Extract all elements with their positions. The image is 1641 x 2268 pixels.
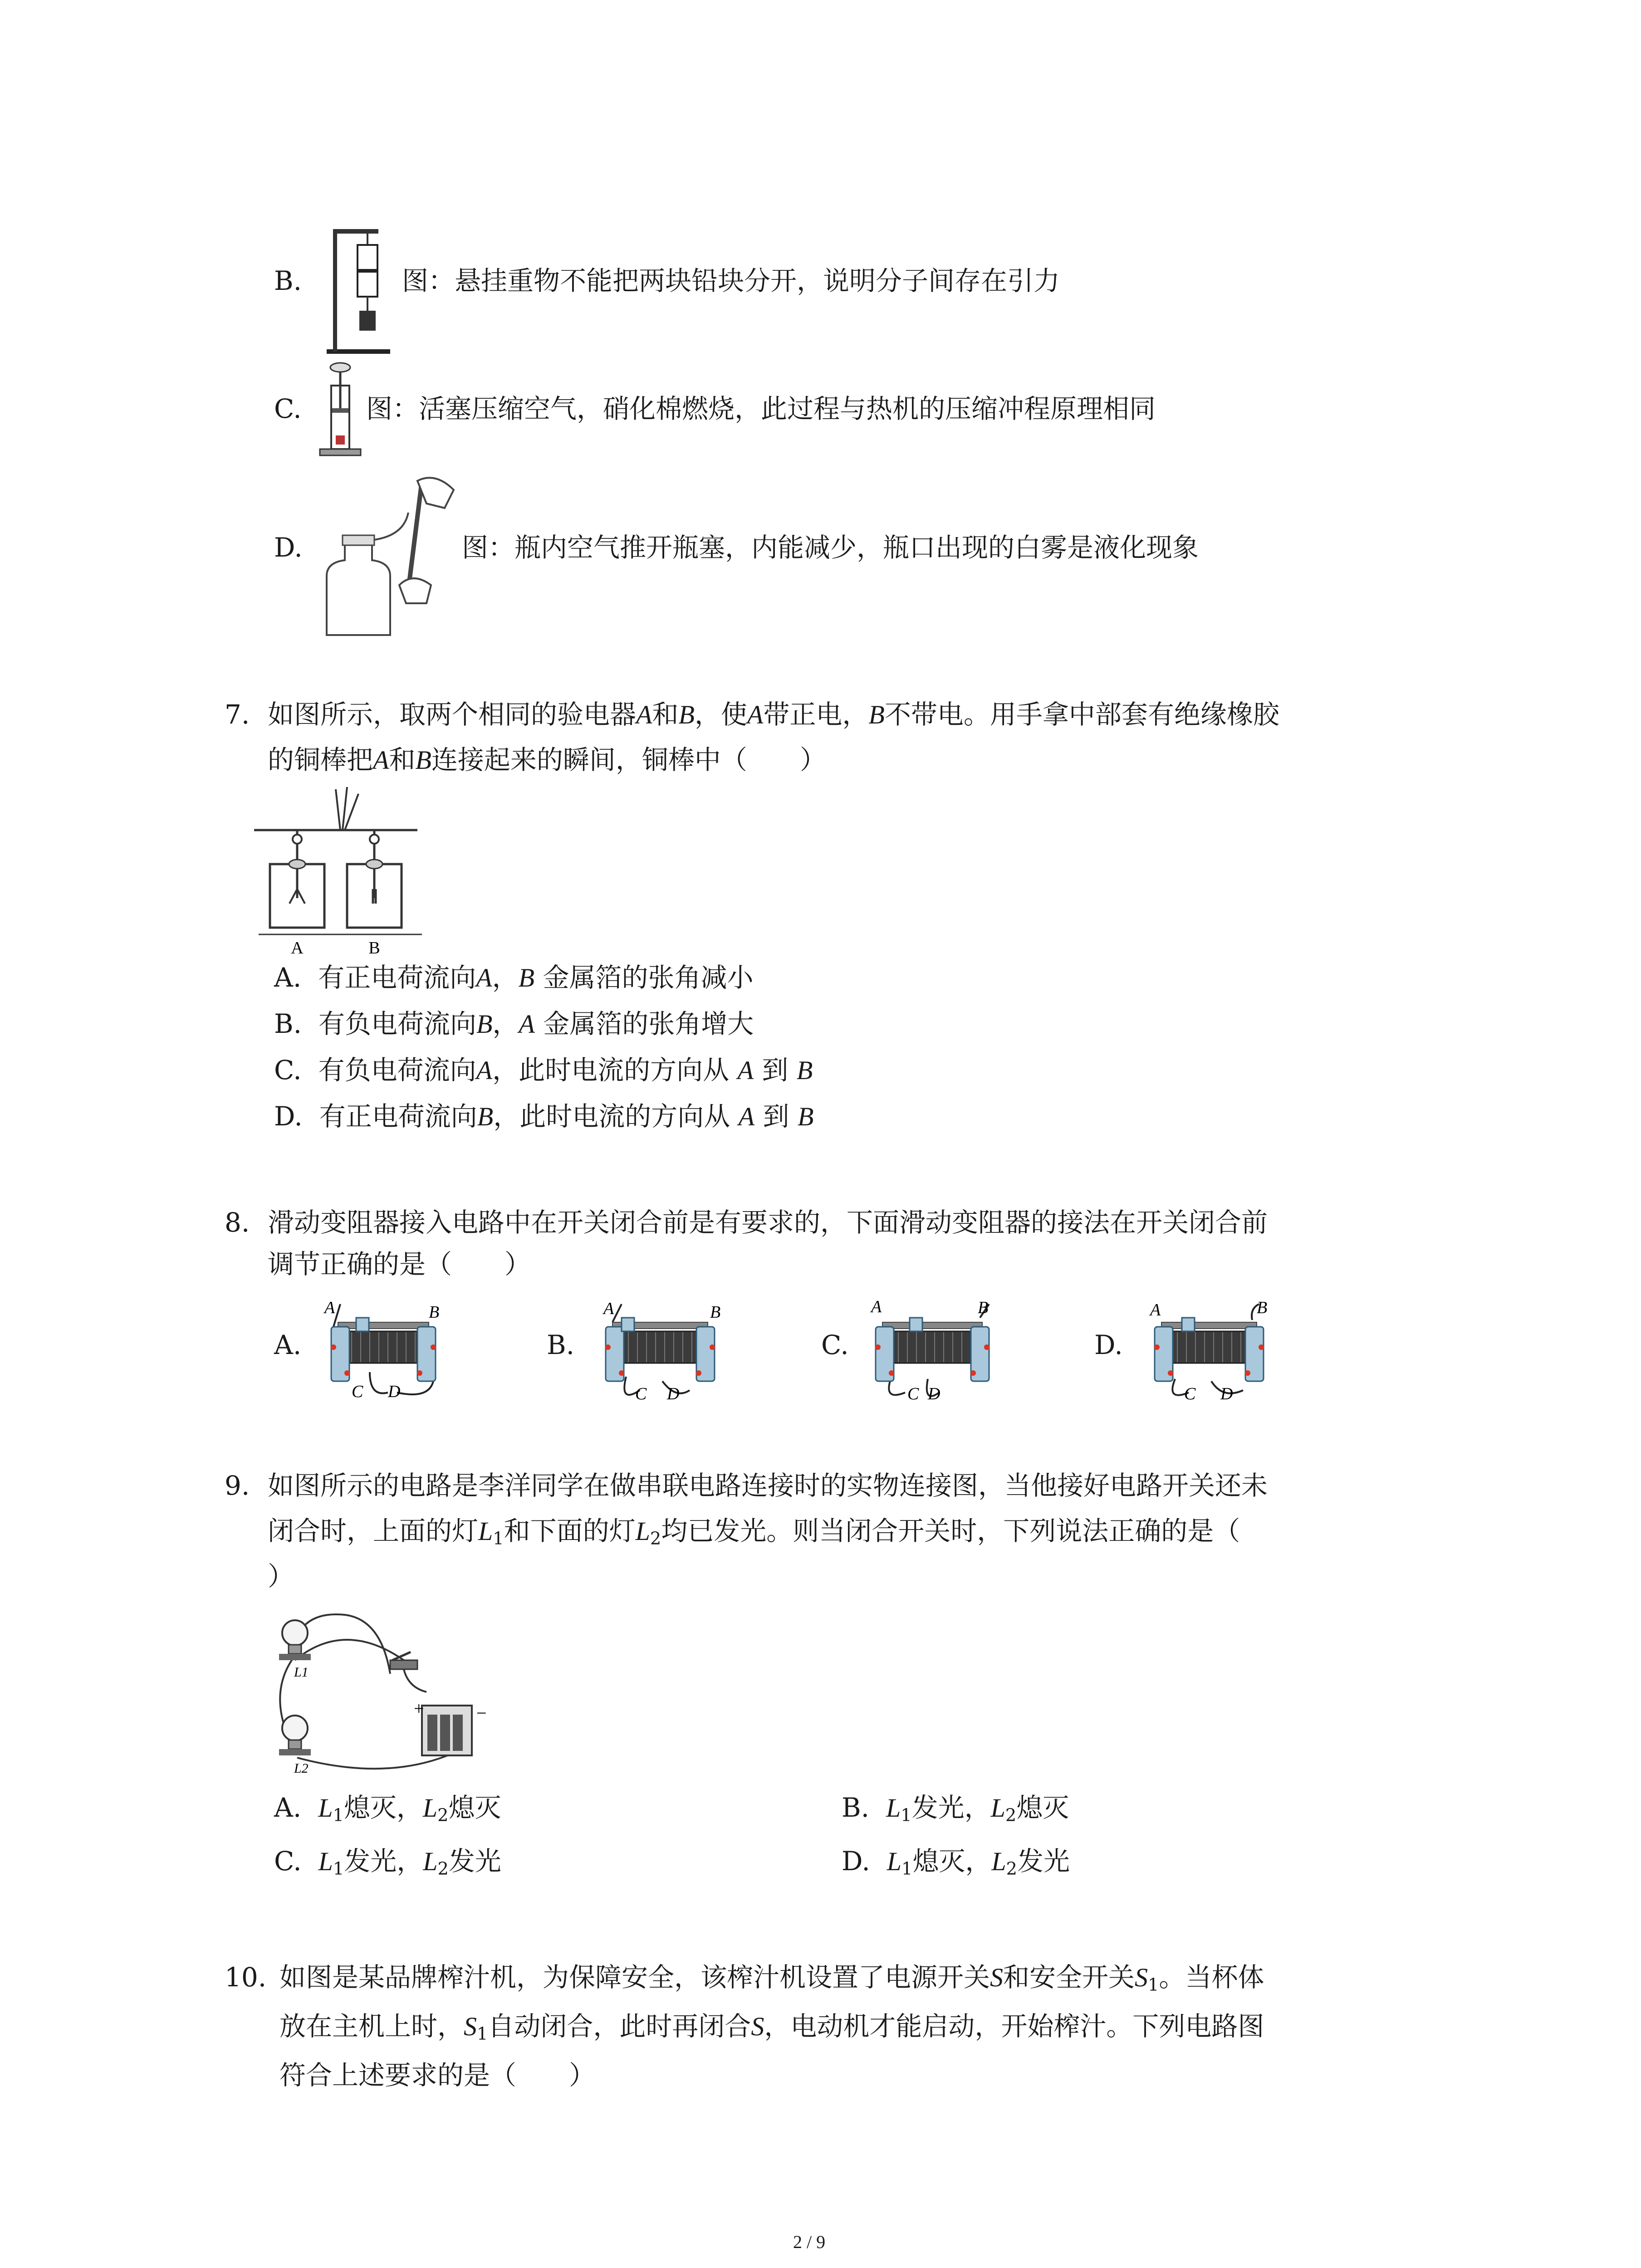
rheostat-figure-a [320, 1295, 442, 1399]
q7-option-d: D. 有正电荷流向B，此时电流的方向从 A 到 B [274, 1101, 814, 1132]
q8-stem-line2: 调节正确的是（ ） [268, 1249, 531, 1280]
q9-option-a: A. $L_1$熄灭，$L_2$熄灭 [274, 1792, 501, 1826]
q9-option-b: B. $L_1$发光，$L_2$熄灭 [842, 1792, 1069, 1826]
q9-number: 9. [225, 1470, 250, 1501]
rheostat-a-terminal-d: D [388, 1382, 401, 1399]
bottle-stopper-figure [318, 472, 463, 644]
q9-stem-line1: 如图所示的电路是李洋同学在做串联电路连接时的实物连接图，当他接好电路开关还未 [268, 1470, 1268, 1501]
q9-stem-line3: ） [268, 1561, 294, 1592]
rheostat-a-terminal-a: A [324, 1298, 335, 1317]
lamp-l2-label: L2 [294, 1761, 309, 1776]
q8-option-a-letter: A. [274, 1330, 302, 1360]
q6-option-c-letter: C. [274, 393, 302, 424]
q9-stem-line2: 闭合时，上面的灯$L_1$和下面的灯$L_2$均已发光。则当闭合开关时，下列说法正确的是（ [268, 1515, 1240, 1549]
battery-minus-label: − [476, 1703, 487, 1723]
rheostat-b-terminal-c: C [635, 1384, 647, 1403]
q8-stem-line1: 滑动变阻器接入电路中在开关闭合前是有要求的，下面滑动变阻器的接法在开关闭合前 [268, 1207, 1268, 1238]
q6-option-d-letter: D. [274, 532, 303, 563]
electroscope-a-label: A [291, 938, 304, 957]
q8-number: 8. [225, 1207, 250, 1238]
q9-option-d: D. $L_1$熄灭，$L_2$发光 [842, 1846, 1070, 1879]
rheostat-b-terminal-a: A [603, 1299, 614, 1318]
q6-option-b-text: 图：悬挂重物不能把两块铅块分开，说明分子间存在引力 [402, 265, 1060, 296]
rheostat-a-terminal-b: B [429, 1303, 440, 1322]
q8-option-d-letter: D. [1094, 1330, 1123, 1360]
rheostat-figure-c [864, 1295, 1000, 1404]
rheostat-d-terminal-d: D [1220, 1384, 1233, 1403]
rheostat-c-terminal-a: A [871, 1297, 882, 1316]
electroscope-b-label: B [368, 938, 380, 957]
q7-option-b: B. 有负电荷流向B，A 金属箔的张角增大 [274, 1008, 754, 1039]
rheostat-c-terminal-b: B [978, 1298, 989, 1317]
series-circuit-figure [254, 1601, 508, 1792]
lead-blocks-figure [318, 225, 395, 356]
q7-stem-line1: 如图所示，取两个相同的验电器A和B，使A带正电，B不带电。用手拿中部套有绝缘橡胶 [268, 699, 1279, 730]
q7-option-a: A. 有正电荷流向A，B 金属箔的张角减小 [274, 962, 754, 993]
rheostat-b-terminal-b: B [710, 1303, 721, 1322]
rheostat-d-terminal-b: B [1257, 1298, 1268, 1317]
q10-number: 10. [225, 1962, 267, 1993]
rheostat-figure-b [594, 1295, 726, 1404]
q6-option-d-text: 图：瓶内空气推开瓶塞，内能减少，瓶口出现的白雾是液化现象 [462, 532, 1199, 563]
rheostat-figure-d [1143, 1295, 1275, 1404]
q6-option-c-text: 图：活塞压缩空气，硝化棉燃烧，此过程与热机的压缩冲程原理相同 [366, 393, 1156, 424]
q7-stem-line2: 的铜棒把A和B连接起来的瞬间，铜棒中（ ） [268, 744, 826, 775]
q8-option-c-letter: C. [821, 1330, 849, 1360]
rheostat-d-terminal-a: A [1150, 1300, 1161, 1320]
battery-plus-label: + [414, 1698, 424, 1719]
rheostat-d-terminal-c: C [1184, 1384, 1196, 1403]
q6-option-b-letter: B. [274, 265, 302, 296]
rheostat-c-terminal-d: D [928, 1384, 941, 1403]
q10-stem-line3: 符合上述要求的是（ ） [279, 2060, 596, 2091]
page-number: 2 / 9 [793, 2232, 826, 2252]
rheostat-a-terminal-c: C [352, 1382, 363, 1399]
q10-stem-line1: 如图是某品牌榨汁机，为保障安全，该榨汁机设置了电源开关S和安全开关$S_1$。当杯体 [279, 1962, 1264, 1995]
lamp-l1-label: L1 [294, 1665, 309, 1680]
electroscope-figure [250, 785, 422, 957]
q7-option-c: C. 有负电荷流向A，此时电流的方向从 A 到 B [274, 1055, 813, 1085]
piston-cylinder-figure [313, 358, 367, 463]
q7-number: 7. [225, 699, 250, 730]
q8-option-b-letter: B. [547, 1330, 575, 1360]
q9-option-c: C. $L_1$发光，$L_2$发光 [274, 1846, 501, 1879]
q10-stem-line2: 放在主机上时，$S_1$自动闭合，此时再闭合S，电动机才能启动，开始榨汁。下列电路图 [279, 2011, 1264, 2044]
rheostat-b-terminal-d: D [667, 1384, 680, 1403]
rheostat-c-terminal-c: C [907, 1384, 919, 1403]
